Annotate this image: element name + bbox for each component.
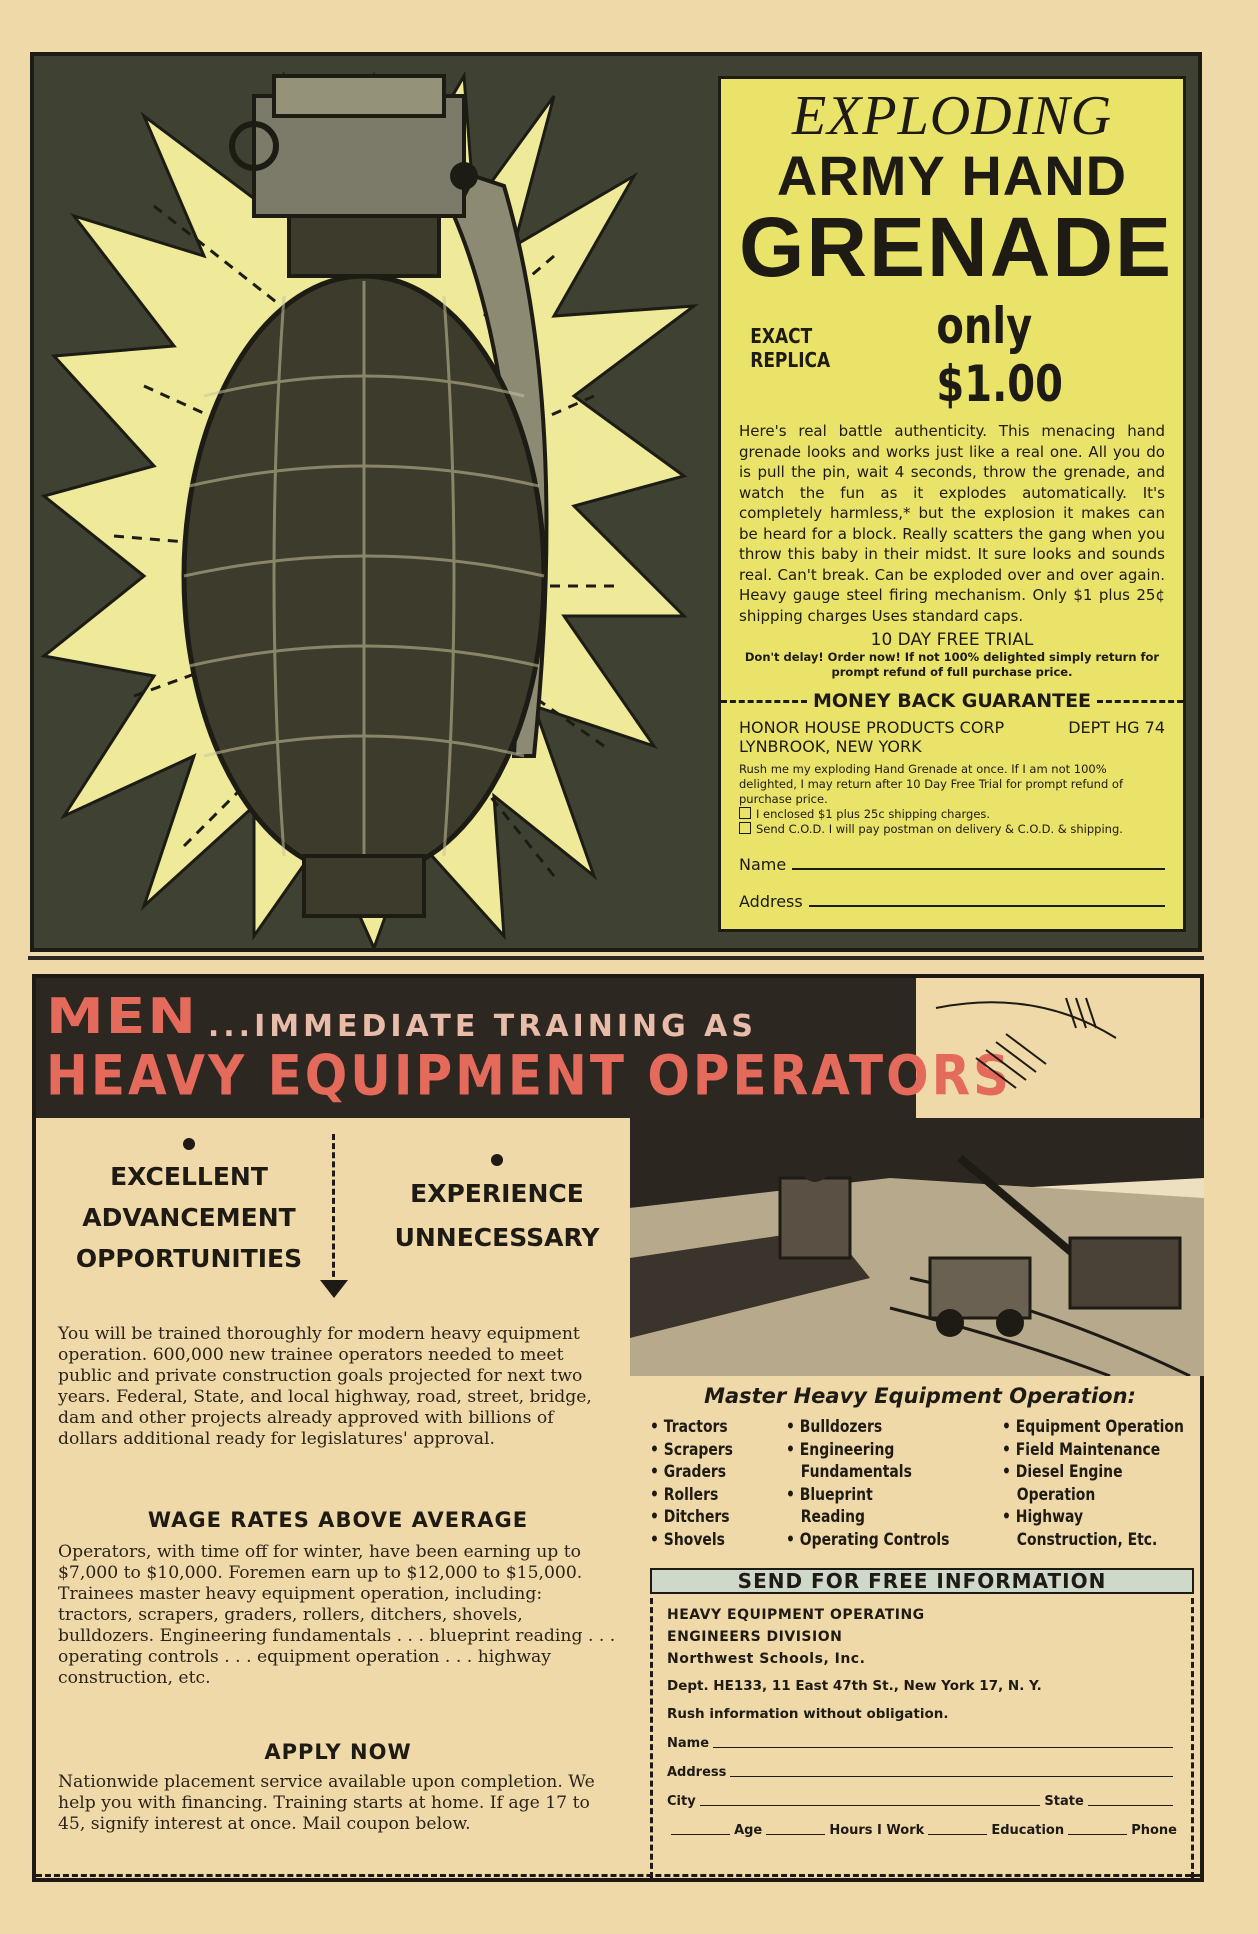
coupon-city-state-field[interactable]: City State bbox=[667, 1794, 1177, 1809]
skills-column-3: • Equipment Operation • Field Maintenance • Diesel Engine Operation • Highway Construction, Etc. bbox=[1002, 1416, 1184, 1551]
org-line-2: ENGINEERS DIVISION bbox=[667, 1629, 843, 1645]
checkbox-icon[interactable] bbox=[739, 807, 751, 819]
coupon-age-hours-education-phone-field[interactable]: Age Hours I Work Education Phone bbox=[667, 1823, 1177, 1838]
coupon-name-field[interactable]: Name bbox=[667, 1736, 1177, 1751]
checkbox-icon[interactable] bbox=[739, 822, 751, 834]
apply-paragraph: Nationwide placement service available upon completion. We help you with financing. Training starts at home. If age 17 to 45, signify interest at once. Mail coupon below. bbox=[58, 1772, 595, 1834]
arrow-down-icon bbox=[320, 1280, 348, 1298]
rush-note: Rush information without obligation. bbox=[667, 1706, 949, 1722]
coupon-address-field[interactable]: Address bbox=[667, 1765, 1177, 1780]
construction-scene-illustration bbox=[630, 1118, 1204, 1376]
grenade-description: Here's real battle authenticity. This menacing hand grenade looks and works just like a real one. All you do is pull the pin, wait 4 seconds, throw the grenade, and watch the fun as it explodes automatically. It's completely harmless,* but the explosion it makes can be heard for a block. Really scatters the gang when you throw this baby in their midst. It sure looks and sounds real. Can't break. Can be exploded over and over again. Heavy gauge steel firing mechanism. Only $1 plus 25¢ shipping charges Uses standard caps. bbox=[739, 422, 1165, 625]
heavy-equipment-ad bbox=[32, 974, 1204, 1882]
org-line-3: Northwest Schools, Inc. bbox=[667, 1651, 866, 1667]
grenade-illustration bbox=[34, 56, 714, 948]
money-back-guarantee bbox=[721, 690, 1183, 712]
order-coupon bbox=[739, 762, 1165, 837]
headline-men: MEN bbox=[46, 987, 198, 1045]
company-row bbox=[739, 718, 1165, 737]
info-coupon bbox=[650, 1598, 1194, 1878]
coupon-cut-line bbox=[36, 1874, 1200, 1877]
headline-banner bbox=[36, 978, 1013, 1118]
guarantee-text: MONEY BACK GUARANTEE bbox=[812, 690, 1092, 712]
trial-note: Don't delay! Order now! If not 100% delighted simply return for prompt refund of full purchase price. bbox=[744, 650, 1160, 679]
option-enclosed[interactable]: I enclosed $1 plus 25c shipping charges. bbox=[739, 807, 1165, 822]
dept-address: Dept. HE133, 11 East 47th St., New York 17, N. Y. bbox=[667, 1678, 1042, 1694]
address-field[interactable]: Address bbox=[739, 892, 1165, 911]
send-for-info-bar: SEND FOR FREE INFORMATION bbox=[650, 1568, 1194, 1594]
grenade-text-panel bbox=[718, 76, 1186, 932]
name-field[interactable]: Name bbox=[739, 855, 1165, 874]
sky-sketch bbox=[916, 978, 1204, 1118]
company-name: HONOR HOUSE PRODUCTS CORP bbox=[739, 718, 1005, 737]
headline-exploding: EXPLODING bbox=[791, 85, 1113, 147]
wage-heading: WAGE RATES ABOVE AVERAGE bbox=[147, 1508, 529, 1532]
org-line-1: HEAVY EQUIPMENT OPERATING bbox=[667, 1607, 925, 1623]
coupon-text: Rush me my exploding Hand Grenade at once. If I am not 100% delighted, I may return after 10 Day Free Trial for prompt refund of purchase price. bbox=[739, 762, 1124, 806]
point-advancement: EXCELLENT ADVANCEMENT OPPORTUNITIES bbox=[44, 1138, 334, 1279]
master-heading: Master Heavy Equipment Operation: bbox=[704, 1384, 1136, 1408]
option-cod[interactable]: Send C.O.D. I will pay postman on delivery & C.O.D. & shipping. bbox=[739, 822, 1165, 837]
company-city: LYNBROOK, NEW YORK bbox=[739, 737, 922, 756]
dept-code: DEPT HG 74 bbox=[1068, 718, 1165, 737]
skills-column-2: • Bulldozers • Engineering Fundamentals • Blueprint Reading • Operating Controls bbox=[786, 1416, 949, 1551]
headline-operators: HEAVY EQUIPMENT OPERATORS bbox=[46, 1044, 1013, 1108]
headline-grenade: GRENADE bbox=[739, 200, 1174, 294]
ad-divider bbox=[28, 956, 1204, 960]
intro-paragraph: You will be trained thoroughly for modern heavy equipment operation. 600,000 new trainee operators needed to meet public and private construction goals projected for next two years. Federal, State, and local highway, road, street, bridge, dam and other projects already approved with billions of dollars additional ready for legislatures' approval. bbox=[58, 1324, 592, 1449]
price: only $1.00 bbox=[936, 297, 1063, 413]
exact-replica-label: EXACT REPLICA bbox=[750, 324, 831, 372]
headline-army-hand: ARMY HAND bbox=[776, 144, 1128, 207]
apply-heading: APPLY NOW bbox=[264, 1740, 412, 1764]
point-experience: EXPERIENCE UNNECESSARY bbox=[372, 1154, 622, 1260]
wage-paragraph: Operators, with time off for winter, have been earning up to $7,000 to $10,000. Foremen earn up to $12,000 to $15,000. Trainees master heavy equipment operation, including: tractors, scrapers, graders, rollers, ditchers, shovels, bulldozers. Engineering fundamentals . . . blueprint reading . . . operating controls . . . equipment operation . . . highway construction, etc. bbox=[58, 1542, 616, 1688]
free-trial: 10 DAY FREE TRIAL bbox=[870, 630, 1034, 650]
skills-column-1: • Tractors • Scrapers • Graders • Rollers • Ditchers • Shovels bbox=[650, 1416, 733, 1551]
price-row bbox=[739, 297, 1165, 413]
grenade-ad bbox=[30, 52, 1202, 952]
dashed-divider bbox=[332, 1134, 335, 1286]
headline-training: ...IMMEDIATE TRAINING AS bbox=[207, 1009, 758, 1044]
